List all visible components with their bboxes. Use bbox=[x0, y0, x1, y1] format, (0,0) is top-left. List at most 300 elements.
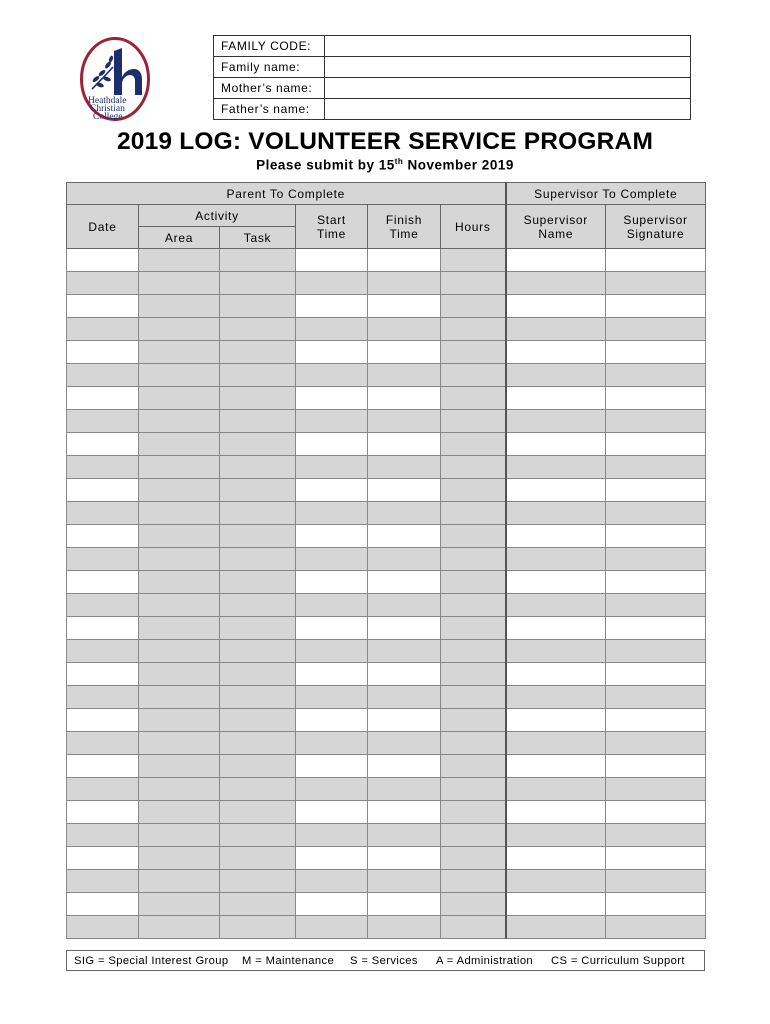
task-cell[interactable] bbox=[220, 916, 296, 939]
start-time-cell[interactable] bbox=[296, 663, 368, 686]
finish-time-line-1: Finish bbox=[385, 212, 423, 227]
logo-line-1: Heathdale bbox=[88, 96, 127, 106]
hours-cell[interactable] bbox=[441, 870, 506, 893]
start-time-cell[interactable] bbox=[296, 456, 368, 479]
area-cell[interactable] bbox=[139, 778, 220, 801]
start-time-line-2: Time bbox=[316, 226, 347, 241]
finish-time-cell[interactable] bbox=[368, 272, 441, 295]
supervisor-signature-cell[interactable] bbox=[606, 824, 706, 847]
area-cell[interactable] bbox=[139, 502, 220, 525]
supervisor-name-cell[interactable] bbox=[506, 640, 606, 663]
finish-time-cell[interactable] bbox=[368, 410, 441, 433]
finish-time-cell[interactable] bbox=[368, 341, 441, 364]
finish-time-cell[interactable] bbox=[368, 295, 441, 318]
area-cell[interactable] bbox=[139, 686, 220, 709]
finish-time-cell[interactable] bbox=[368, 732, 441, 755]
supervisor-signature-cell[interactable] bbox=[606, 571, 706, 594]
start-time-cell[interactable] bbox=[296, 433, 368, 456]
task-cell[interactable] bbox=[220, 502, 296, 525]
task-cell[interactable] bbox=[220, 709, 296, 732]
supervisor-name-cell[interactable] bbox=[506, 824, 606, 847]
start-time-cell[interactable] bbox=[296, 732, 368, 755]
supervisor-signature-cell[interactable] bbox=[606, 410, 706, 433]
supervisor-signature-cell[interactable] bbox=[606, 502, 706, 525]
hours-cell[interactable] bbox=[441, 525, 506, 548]
start-time-cell[interactable] bbox=[296, 824, 368, 847]
hours-cell[interactable] bbox=[441, 732, 506, 755]
date-cell[interactable] bbox=[67, 387, 139, 410]
supervisor-name-cell[interactable] bbox=[506, 410, 606, 433]
finish-time-cell[interactable] bbox=[368, 571, 441, 594]
supervisor-signature-cell[interactable] bbox=[606, 801, 706, 824]
start-time-cell[interactable] bbox=[296, 594, 368, 617]
finish-time-cell[interactable] bbox=[368, 594, 441, 617]
supervisor-signature-cell[interactable] bbox=[606, 548, 706, 571]
start-time-cell[interactable] bbox=[296, 410, 368, 433]
hours-cell[interactable] bbox=[441, 801, 506, 824]
subtitle-prefix: Please submit by 15 bbox=[256, 157, 395, 173]
area-cell[interactable] bbox=[139, 732, 220, 755]
supervisor-name-cell[interactable] bbox=[506, 295, 606, 318]
finish-time-cell[interactable] bbox=[368, 433, 441, 456]
supervisor-name-cell[interactable] bbox=[506, 548, 606, 571]
supervisor-name-cell[interactable] bbox=[506, 502, 606, 525]
date-cell[interactable] bbox=[67, 870, 139, 893]
log-row bbox=[67, 916, 706, 939]
supervisor-name-cell[interactable] bbox=[506, 387, 606, 410]
area-cell[interactable] bbox=[139, 893, 220, 916]
date-cell[interactable] bbox=[67, 594, 139, 617]
date-cell[interactable] bbox=[67, 617, 139, 640]
supervisor-name-cell[interactable] bbox=[506, 525, 606, 548]
supervisor-signature-cell[interactable] bbox=[606, 387, 706, 410]
log-row bbox=[67, 686, 706, 709]
start-time-cell[interactable] bbox=[296, 617, 368, 640]
start-time-cell[interactable] bbox=[296, 640, 368, 663]
log-row bbox=[67, 433, 706, 456]
hours-cell[interactable] bbox=[441, 318, 506, 341]
date-cell[interactable] bbox=[67, 479, 139, 502]
supervisor-signature-header bbox=[606, 205, 706, 249]
start-time-cell[interactable] bbox=[296, 571, 368, 594]
hours-cell[interactable] bbox=[441, 502, 506, 525]
supervisor-name-cell[interactable] bbox=[506, 433, 606, 456]
hours-cell[interactable] bbox=[441, 755, 506, 778]
log-row bbox=[67, 456, 706, 479]
finish-time-cell[interactable] bbox=[368, 870, 441, 893]
finish-time-line-2: Time bbox=[389, 226, 419, 241]
activity-header: Activity bbox=[139, 205, 296, 227]
date-cell[interactable] bbox=[67, 548, 139, 571]
finish-time-cell[interactable] bbox=[368, 824, 441, 847]
area-cell[interactable] bbox=[139, 525, 220, 548]
supervisor-name-cell[interactable] bbox=[506, 272, 606, 295]
task-cell[interactable] bbox=[220, 847, 296, 870]
date-cell[interactable] bbox=[67, 847, 139, 870]
legend-maintenance: M = Maintenance bbox=[242, 954, 335, 967]
start-time-cell[interactable] bbox=[296, 502, 368, 525]
log-row bbox=[67, 801, 706, 824]
mother-name-field[interactable] bbox=[325, 78, 691, 99]
supervisor-name-cell[interactable] bbox=[506, 617, 606, 640]
task-cell[interactable] bbox=[220, 755, 296, 778]
supervisor-name-cell[interactable] bbox=[506, 249, 606, 272]
finish-time-cell[interactable] bbox=[368, 916, 441, 939]
supervisor-name-cell[interactable] bbox=[506, 778, 606, 801]
finish-time-cell[interactable] bbox=[368, 617, 441, 640]
date-cell[interactable] bbox=[67, 341, 139, 364]
hours-cell[interactable] bbox=[441, 410, 506, 433]
supervisor-name-cell[interactable] bbox=[506, 870, 606, 893]
start-time-cell[interactable] bbox=[296, 709, 368, 732]
finish-time-cell[interactable] bbox=[368, 663, 441, 686]
area-cell[interactable] bbox=[139, 272, 220, 295]
supervisor-signature-cell[interactable] bbox=[606, 594, 706, 617]
page-title: 2019 LOG: VOLUNTEER SERVICE PROGRAM bbox=[116, 128, 654, 155]
supervisor-signature-cell[interactable] bbox=[606, 686, 706, 709]
supervisor-signature-line-1: Supervisor bbox=[623, 212, 688, 227]
date-cell[interactable] bbox=[67, 824, 139, 847]
hours-cell[interactable] bbox=[441, 387, 506, 410]
family-name-field[interactable] bbox=[325, 57, 691, 78]
area-cell[interactable] bbox=[139, 571, 220, 594]
finish-time-cell[interactable] bbox=[368, 686, 441, 709]
supervisor-signature-cell[interactable] bbox=[606, 295, 706, 318]
area-cell[interactable] bbox=[139, 410, 220, 433]
hours-cell[interactable] bbox=[441, 272, 506, 295]
hours-cell[interactable] bbox=[441, 548, 506, 571]
supervisor-name-cell[interactable] bbox=[506, 318, 606, 341]
supervisor-name-cell[interactable] bbox=[506, 479, 606, 502]
area-cell[interactable] bbox=[139, 663, 220, 686]
family-code-row bbox=[214, 36, 691, 57]
task-cell[interactable] bbox=[220, 824, 296, 847]
supervisor-signature-cell[interactable] bbox=[606, 847, 706, 870]
date-cell[interactable] bbox=[67, 456, 139, 479]
area-header: Area bbox=[139, 227, 220, 249]
task-cell[interactable] bbox=[220, 318, 296, 341]
supervisor-signature-cell[interactable] bbox=[606, 341, 706, 364]
task-cell[interactable] bbox=[220, 525, 296, 548]
finish-time-cell[interactable] bbox=[368, 778, 441, 801]
task-header: Task bbox=[220, 227, 296, 249]
supervisor-name-cell[interactable] bbox=[506, 847, 606, 870]
area-cell[interactable] bbox=[139, 295, 220, 318]
date-header: Date bbox=[67, 205, 139, 249]
task-cell[interactable] bbox=[220, 548, 296, 571]
date-cell[interactable] bbox=[67, 364, 139, 387]
legend-bar bbox=[66, 950, 705, 971]
task-cell[interactable] bbox=[220, 617, 296, 640]
college-logo bbox=[80, 37, 150, 121]
task-cell[interactable] bbox=[220, 479, 296, 502]
log-row bbox=[67, 755, 706, 778]
supervisor-name-cell[interactable] bbox=[506, 456, 606, 479]
finish-time-cell[interactable] bbox=[368, 847, 441, 870]
finish-time-cell[interactable] bbox=[368, 893, 441, 916]
task-cell[interactable] bbox=[220, 893, 296, 916]
supervisor-signature-cell[interactable] bbox=[606, 893, 706, 916]
task-cell[interactable] bbox=[220, 387, 296, 410]
date-cell[interactable] bbox=[67, 732, 139, 755]
task-cell[interactable] bbox=[220, 433, 296, 456]
hours-cell[interactable] bbox=[441, 341, 506, 364]
hours-cell[interactable] bbox=[441, 433, 506, 456]
legend-curriculum: CS = Curriculum Support bbox=[551, 954, 685, 967]
finish-time-cell[interactable] bbox=[368, 548, 441, 571]
start-time-cell[interactable] bbox=[296, 801, 368, 824]
finish-time-cell[interactable] bbox=[368, 801, 441, 824]
task-cell[interactable] bbox=[220, 732, 296, 755]
finish-time-cell[interactable] bbox=[368, 479, 441, 502]
supervisor-signature-cell[interactable] bbox=[606, 617, 706, 640]
supervisor-name-cell[interactable] bbox=[506, 732, 606, 755]
hours-cell[interactable] bbox=[441, 824, 506, 847]
supervisor-signature-cell[interactable] bbox=[606, 456, 706, 479]
area-cell[interactable] bbox=[139, 249, 220, 272]
start-time-cell[interactable] bbox=[296, 272, 368, 295]
start-time-cell[interactable] bbox=[296, 686, 368, 709]
legend-sig: SIG = Special Interest Group bbox=[74, 954, 229, 967]
start-time-cell[interactable] bbox=[296, 341, 368, 364]
hours-cell[interactable] bbox=[441, 594, 506, 617]
family-name-label: Family name: bbox=[214, 57, 325, 78]
task-cell[interactable] bbox=[220, 594, 296, 617]
supervisor-signature-cell[interactable] bbox=[606, 732, 706, 755]
area-cell[interactable] bbox=[139, 847, 220, 870]
supervisor-name-cell[interactable] bbox=[506, 893, 606, 916]
log-entries bbox=[67, 249, 706, 939]
supervisor-signature-cell[interactable] bbox=[606, 778, 706, 801]
area-cell[interactable] bbox=[139, 755, 220, 778]
area-cell[interactable] bbox=[139, 870, 220, 893]
hours-cell[interactable] bbox=[441, 456, 506, 479]
task-cell[interactable] bbox=[220, 571, 296, 594]
date-cell[interactable] bbox=[67, 410, 139, 433]
logo-line-2: Christian bbox=[90, 104, 125, 114]
start-time-cell[interactable] bbox=[296, 318, 368, 341]
supervisor-signature-line-2: Signature bbox=[626, 226, 685, 241]
hours-cell[interactable] bbox=[441, 640, 506, 663]
supervisor-signature-cell[interactable] bbox=[606, 479, 706, 502]
log-row bbox=[67, 318, 706, 341]
finish-time-cell[interactable] bbox=[368, 387, 441, 410]
hours-cell[interactable] bbox=[441, 479, 506, 502]
supervisor-name-cell[interactable] bbox=[506, 801, 606, 824]
finish-time-cell[interactable] bbox=[368, 502, 441, 525]
supervisor-signature-cell[interactable] bbox=[606, 663, 706, 686]
date-cell[interactable] bbox=[67, 249, 139, 272]
task-cell[interactable] bbox=[220, 295, 296, 318]
start-time-cell[interactable] bbox=[296, 548, 368, 571]
task-cell[interactable] bbox=[220, 870, 296, 893]
supervisor-signature-cell[interactable] bbox=[606, 709, 706, 732]
supervisor-name-line-1: Supervisor bbox=[523, 212, 588, 227]
hours-cell[interactable] bbox=[441, 709, 506, 732]
start-time-cell[interactable] bbox=[296, 479, 368, 502]
finish-time-cell[interactable] bbox=[368, 525, 441, 548]
logo-line-3: College bbox=[93, 112, 123, 121]
area-cell[interactable] bbox=[139, 824, 220, 847]
supervisor-name-cell[interactable] bbox=[506, 594, 606, 617]
log-row bbox=[67, 663, 706, 686]
date-cell[interactable] bbox=[67, 318, 139, 341]
date-cell[interactable] bbox=[67, 755, 139, 778]
start-time-cell[interactable] bbox=[296, 778, 368, 801]
supervisor-name-cell[interactable] bbox=[506, 341, 606, 364]
supervisor-signature-cell[interactable] bbox=[606, 433, 706, 456]
area-cell[interactable] bbox=[139, 364, 220, 387]
hours-cell[interactable] bbox=[441, 364, 506, 387]
date-cell[interactable] bbox=[67, 709, 139, 732]
area-cell[interactable] bbox=[139, 341, 220, 364]
task-cell[interactable] bbox=[220, 801, 296, 824]
page-subtitle bbox=[0, 157, 770, 173]
supervisor-signature-cell[interactable] bbox=[606, 870, 706, 893]
supervisor-signature-cell[interactable] bbox=[606, 755, 706, 778]
task-cell[interactable] bbox=[220, 272, 296, 295]
start-time-cell[interactable] bbox=[296, 916, 368, 939]
supervisor-name-cell[interactable] bbox=[506, 571, 606, 594]
date-cell[interactable] bbox=[67, 893, 139, 916]
task-cell[interactable] bbox=[220, 410, 296, 433]
finish-time-cell[interactable] bbox=[368, 249, 441, 272]
supervisor-name-cell[interactable] bbox=[506, 663, 606, 686]
start-time-cell[interactable] bbox=[296, 893, 368, 916]
date-cell[interactable] bbox=[67, 272, 139, 295]
family-code-field[interactable] bbox=[325, 36, 691, 57]
hours-cell[interactable] bbox=[441, 663, 506, 686]
family-name-row bbox=[214, 57, 691, 78]
task-cell[interactable] bbox=[220, 640, 296, 663]
supervisor-signature-cell[interactable] bbox=[606, 525, 706, 548]
hours-cell[interactable] bbox=[441, 295, 506, 318]
log-row bbox=[67, 272, 706, 295]
area-cell[interactable] bbox=[139, 916, 220, 939]
supervisor-signature-cell[interactable] bbox=[606, 364, 706, 387]
supervisor-name-cell[interactable] bbox=[506, 364, 606, 387]
area-cell[interactable] bbox=[139, 640, 220, 663]
area-cell[interactable] bbox=[139, 801, 220, 824]
supervisor-signature-cell[interactable] bbox=[606, 916, 706, 939]
father-name-field[interactable] bbox=[325, 99, 691, 120]
task-cell[interactable] bbox=[220, 663, 296, 686]
task-cell[interactable] bbox=[220, 249, 296, 272]
log-row bbox=[67, 893, 706, 916]
date-cell[interactable] bbox=[67, 433, 139, 456]
supervisor-name-cell[interactable] bbox=[506, 755, 606, 778]
date-cell[interactable] bbox=[67, 502, 139, 525]
hours-cell[interactable] bbox=[441, 778, 506, 801]
date-cell[interactable] bbox=[67, 640, 139, 663]
start-time-cell[interactable] bbox=[296, 847, 368, 870]
task-cell[interactable] bbox=[220, 778, 296, 801]
finish-time-cell[interactable] bbox=[368, 709, 441, 732]
start-time-cell[interactable] bbox=[296, 387, 368, 410]
start-time-cell[interactable] bbox=[296, 249, 368, 272]
supervisor-name-cell[interactable] bbox=[506, 686, 606, 709]
area-cell[interactable] bbox=[139, 479, 220, 502]
start-time-cell[interactable] bbox=[296, 525, 368, 548]
date-cell[interactable] bbox=[67, 686, 139, 709]
log-row bbox=[67, 847, 706, 870]
supervisor-name-line-2: Name bbox=[538, 226, 574, 241]
date-cell[interactable] bbox=[67, 525, 139, 548]
hours-cell[interactable] bbox=[441, 893, 506, 916]
hours-cell[interactable] bbox=[441, 617, 506, 640]
hours-cell[interactable] bbox=[441, 916, 506, 939]
finish-time-cell[interactable] bbox=[368, 755, 441, 778]
date-cell[interactable] bbox=[67, 778, 139, 801]
finish-time-cell[interactable] bbox=[368, 318, 441, 341]
hours-cell[interactable] bbox=[441, 571, 506, 594]
log-row bbox=[67, 479, 706, 502]
date-cell[interactable] bbox=[67, 916, 139, 939]
supervisor-name-cell[interactable] bbox=[506, 916, 606, 939]
finish-time-header bbox=[368, 205, 441, 249]
family-code-label: FAMILY CODE: bbox=[214, 36, 325, 57]
start-time-cell[interactable] bbox=[296, 870, 368, 893]
date-cell[interactable] bbox=[67, 571, 139, 594]
father-name-row bbox=[214, 99, 691, 120]
start-time-cell[interactable] bbox=[296, 755, 368, 778]
log-row bbox=[67, 502, 706, 525]
log-row bbox=[67, 525, 706, 548]
finish-time-cell[interactable] bbox=[368, 640, 441, 663]
supervisor-signature-cell[interactable] bbox=[606, 249, 706, 272]
supervisor-name-cell[interactable] bbox=[506, 709, 606, 732]
area-cell[interactable] bbox=[139, 594, 220, 617]
supervisor-signature-cell[interactable] bbox=[606, 318, 706, 341]
log-row bbox=[67, 778, 706, 801]
task-cell[interactable] bbox=[220, 456, 296, 479]
task-cell[interactable] bbox=[220, 686, 296, 709]
start-time-line-1: Start bbox=[317, 212, 346, 227]
area-cell[interactable] bbox=[139, 433, 220, 456]
date-cell[interactable] bbox=[67, 801, 139, 824]
task-cell[interactable] bbox=[220, 341, 296, 364]
log-row bbox=[67, 824, 706, 847]
log-row bbox=[67, 410, 706, 433]
area-cell[interactable] bbox=[139, 456, 220, 479]
log-row bbox=[67, 870, 706, 893]
start-time-cell[interactable] bbox=[296, 295, 368, 318]
area-cell[interactable] bbox=[139, 617, 220, 640]
finish-time-cell[interactable] bbox=[368, 456, 441, 479]
area-cell[interactable] bbox=[139, 387, 220, 410]
log-row bbox=[67, 295, 706, 318]
finish-time-cell[interactable] bbox=[368, 364, 441, 387]
log-row bbox=[67, 341, 706, 364]
father-name-label: Father’s name: bbox=[214, 99, 325, 120]
start-time-cell[interactable] bbox=[296, 364, 368, 387]
supervisor-signature-cell[interactable] bbox=[606, 640, 706, 663]
parent-group-header: Parent To Complete bbox=[67, 183, 506, 205]
date-cell[interactable] bbox=[67, 663, 139, 686]
supervisor-signature-cell[interactable] bbox=[606, 272, 706, 295]
date-cell[interactable] bbox=[67, 295, 139, 318]
task-cell[interactable] bbox=[220, 364, 296, 387]
hours-cell[interactable] bbox=[441, 847, 506, 870]
log-row bbox=[67, 709, 706, 732]
area-cell[interactable] bbox=[139, 318, 220, 341]
hours-cell[interactable] bbox=[441, 249, 506, 272]
hours-cell[interactable] bbox=[441, 686, 506, 709]
area-cell[interactable] bbox=[139, 548, 220, 571]
area-cell[interactable] bbox=[139, 709, 220, 732]
log-row bbox=[67, 548, 706, 571]
family-info-table bbox=[213, 35, 691, 120]
